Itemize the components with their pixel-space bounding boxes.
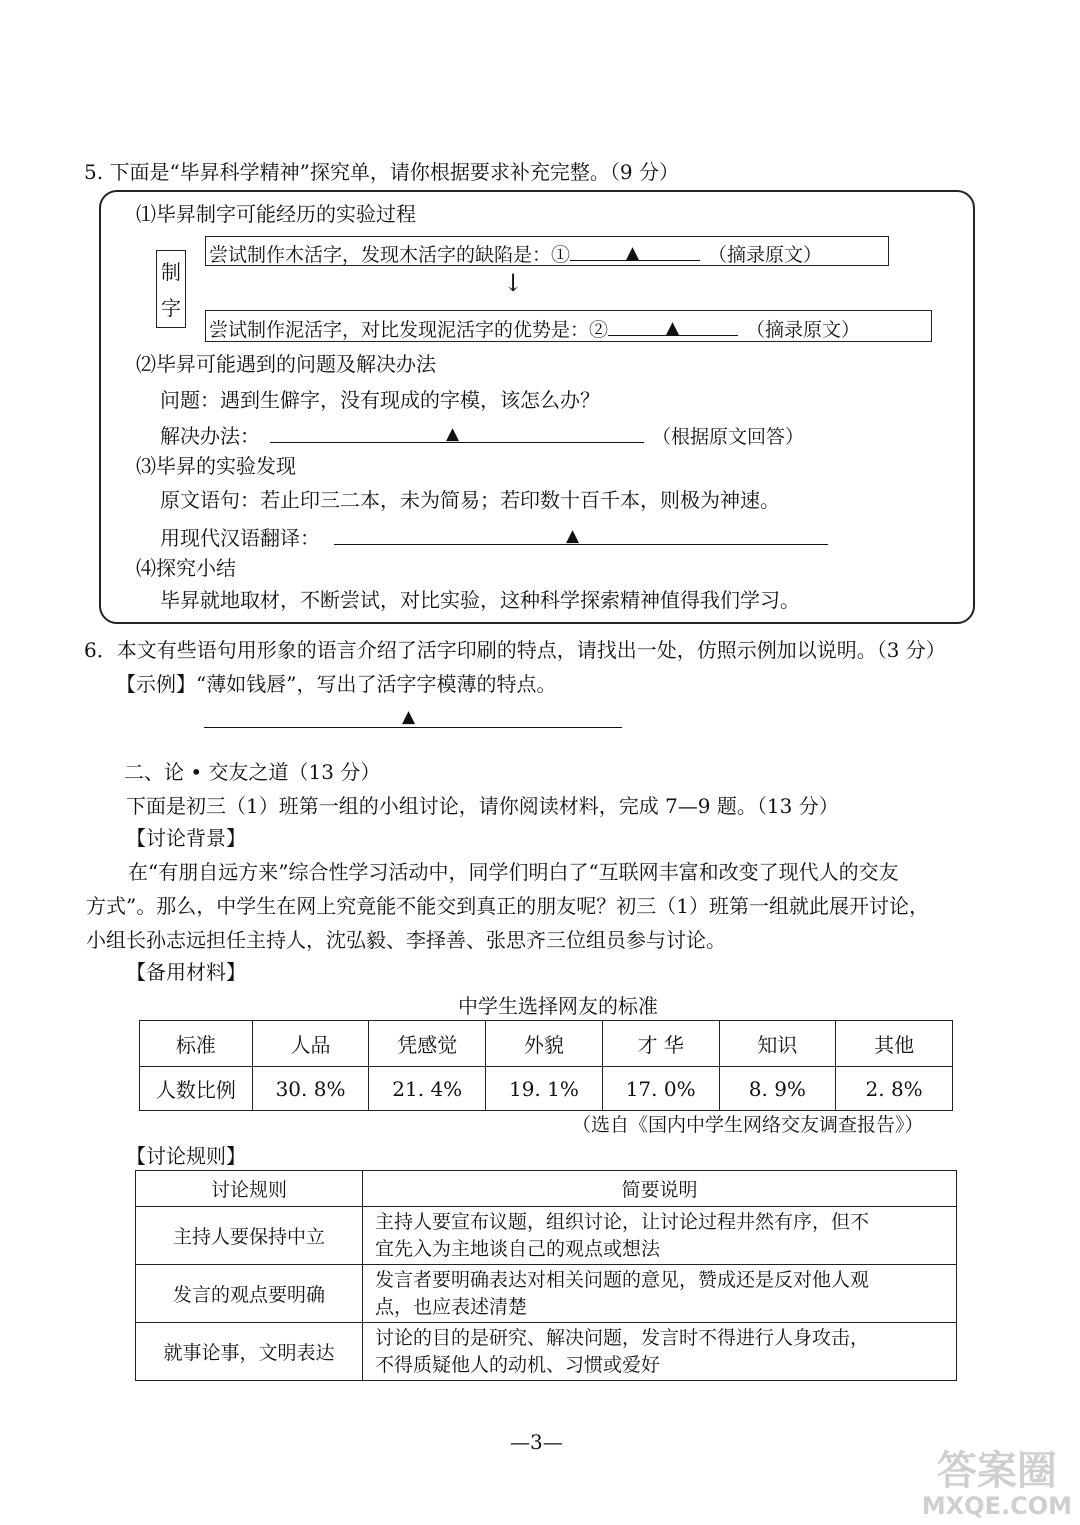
problem-text: 问题：遇到生僻字，没有现成的字模，该怎么办？ xyxy=(160,388,600,412)
solution-line xyxy=(160,418,804,451)
blank-solution[interactable] xyxy=(270,418,644,443)
down-arrow: ↓ xyxy=(503,269,524,297)
p4-title: ⑷探究小结 xyxy=(136,556,236,580)
step2-text: 尝试制作泥活字，对比发现泥活字的优势是：② xyxy=(209,319,609,341)
table-cell: 其他 xyxy=(836,1021,953,1067)
step2-line xyxy=(209,313,860,343)
table-title: 中学生选择网友的标准 xyxy=(458,994,658,1018)
table-row xyxy=(136,1207,957,1265)
blank-1[interactable] xyxy=(570,238,700,261)
page-number: —3— xyxy=(510,1430,563,1454)
q6-answer-line[interactable] xyxy=(204,705,622,728)
rule-desc xyxy=(363,1265,957,1323)
table-cell: 2. 8% xyxy=(836,1067,953,1111)
table-source: （选自《国内中学生网络交友调查报告》） xyxy=(572,1114,924,1136)
triangle-marker: ▲ xyxy=(626,243,640,263)
p1-title: ⑴毕昇制字可能经历的实验过程 xyxy=(136,202,416,226)
translate-label: 用现代汉语翻译： xyxy=(160,526,320,550)
rules-table xyxy=(135,1170,957,1381)
rule-desc-line: 讨论的目的是研究、解决问题，发言时不得进行人身攻击， xyxy=(375,1326,870,1349)
criteria-table xyxy=(139,1020,953,1111)
step1-text: 尝试制作木活字，发现木活字的缺陷是：① xyxy=(209,244,571,266)
table-cell: 17. 0% xyxy=(602,1067,719,1111)
rule-desc-line: 点，也应表述清楚 xyxy=(375,1295,528,1318)
q5-heading: 5. 下面是“毕昇科学精神”探究单，请你根据要求补充完整。（9 分） xyxy=(84,160,679,184)
rules-label: 【讨论规则】 xyxy=(126,1144,246,1168)
table-row xyxy=(140,1067,953,1111)
table-header: 讨论规则 xyxy=(136,1171,363,1207)
side-label-bottom: 字 xyxy=(161,296,181,320)
rule-name: 就事论事，文明表达 xyxy=(136,1323,363,1381)
side-label-top: 制 xyxy=(161,260,181,284)
table-row xyxy=(136,1171,957,1207)
rule-desc-line: 发言者要明确表达对相关问题的意见，赞成还是反对他人观 xyxy=(375,1268,870,1291)
translate-line xyxy=(160,520,828,552)
table-row xyxy=(136,1323,957,1381)
bg-line-1: 在“有朋自远方来”综合性学习活动中，同学们明白了“互联网丰富和改变了现代人的交友 xyxy=(128,860,899,884)
rule-desc-line: 不得质疑他人的动机、习惯或爱好 xyxy=(375,1353,661,1376)
bg-label: 【讨论背景】 xyxy=(126,826,246,850)
table-cell: 人数比例 xyxy=(140,1067,253,1111)
logo-text: 答案圈 xyxy=(936,1447,1057,1494)
bg-line-2: 方式”。那么，中学生在网上究竟能不能交到真正的朋友呢？初三（1）班第一组就此展开讨论， xyxy=(86,894,929,918)
table-cell: 19. 1% xyxy=(486,1067,603,1111)
q6-heading: 6．本文有些语句用形象的语言介绍了活字印刷的特点，请找出一处，仿照示例加以说明。（3 分） xyxy=(84,638,946,662)
step1-line xyxy=(209,238,822,268)
bg-line-3: 小组长孙志远担任主持人，沈弘毅、李择善、张思齐三位组员参与讨论。 xyxy=(86,928,726,952)
triangle-marker: ▲ xyxy=(666,318,680,338)
p3-title: ⑶毕昇的实验发现 xyxy=(136,454,296,478)
section2-title: 二、论 • 交友之道（13 分） xyxy=(124,760,381,784)
rule-name: 主持人要保持中立 xyxy=(136,1207,363,1265)
q6-example: 【示例】“薄如钱唇”，写出了活字字模薄的特点。 xyxy=(116,672,557,696)
table-cell: 8. 9% xyxy=(719,1067,836,1111)
original-text: 原文语句：若止印三二本，未为简易；若印数十百千本，则极为神速。 xyxy=(160,488,780,512)
table-cell: 30. 8% xyxy=(252,1067,369,1111)
site-logo xyxy=(922,1449,1072,1519)
triangle-marker: ▲ xyxy=(446,424,460,444)
material-label: 【备用材料】 xyxy=(126,960,246,984)
section2-intro: 下面是初三（1）班第一组的小组讨论，请你阅读材料，完成 7—9 题。（13 分） xyxy=(126,794,839,818)
logo-url: MXQE.COM xyxy=(921,1492,1072,1520)
rule-name: 发言的观点要明确 xyxy=(136,1265,363,1323)
summary-text: 毕昇就地取材，不断尝试，对比实验，这种科学探索精神值得我们学习。 xyxy=(160,588,800,612)
table-cell: 凭感觉 xyxy=(369,1021,486,1067)
table-row xyxy=(136,1265,957,1323)
table-cell: 标准 xyxy=(140,1021,253,1067)
table-row xyxy=(140,1021,953,1067)
rule-desc-line: 主持人要宣布议题，组织讨论，让讨论过程井然有序，但不 xyxy=(375,1210,870,1233)
triangle-marker: ▲ xyxy=(402,707,416,727)
rule-desc xyxy=(363,1323,957,1381)
solution-label: 解决办法： xyxy=(160,424,260,448)
step2-note: （摘录原文） xyxy=(746,319,861,341)
rule-desc xyxy=(363,1207,957,1265)
table-cell: 外貌 xyxy=(486,1021,603,1067)
table-cell: 21. 4% xyxy=(369,1067,486,1111)
table-cell: 才 华 xyxy=(602,1021,719,1067)
blank-translate[interactable] xyxy=(334,520,828,545)
rule-desc-line: 宜先入为主地谈自己的观点或想法 xyxy=(375,1237,661,1260)
triangle-marker: ▲ xyxy=(566,526,580,546)
blank-2[interactable] xyxy=(608,313,738,336)
table-cell: 人品 xyxy=(252,1021,369,1067)
solution-note: （根据原文回答） xyxy=(652,426,805,448)
step1-note: （摘录原文） xyxy=(708,244,823,266)
table-cell: 知识 xyxy=(719,1021,836,1067)
p2-title: ⑵毕昇可能遇到的问题及解决办法 xyxy=(136,352,436,376)
table-header: 简要说明 xyxy=(363,1171,957,1207)
